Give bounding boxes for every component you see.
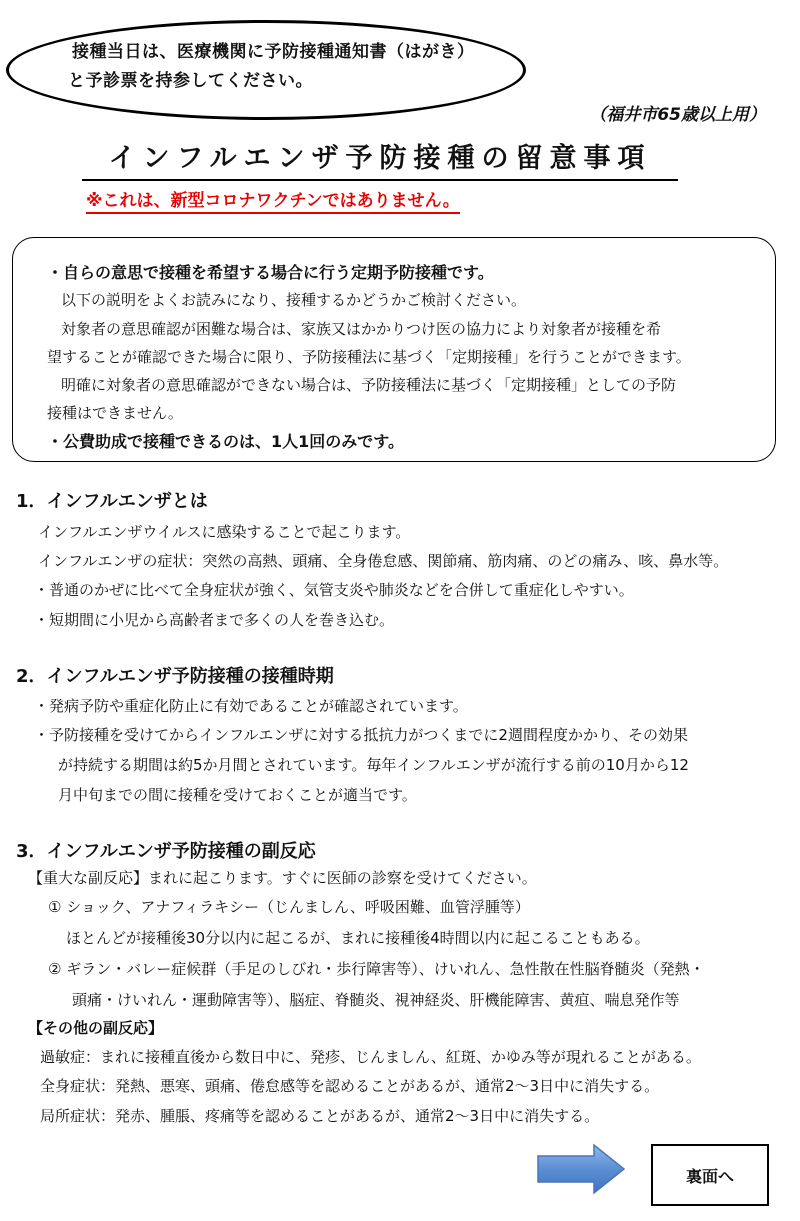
section2-line: 月中旬までの間に接種を受けておくことが適当です。 bbox=[58, 786, 417, 804]
warning-text: ※これは、新型コロナワクチンではありません。 bbox=[86, 186, 460, 214]
notice-line: 望することが確認できた場合に限り、予防接種法に基づく「定期接種」を行うことができます。 bbox=[47, 348, 691, 366]
notice-line: 以下の説明をよくお読みになり、接種するかどうかご検討ください。 bbox=[61, 291, 527, 309]
arrow-right-icon bbox=[536, 1143, 626, 1199]
other-item: 全身症状：発熱、悪寒、頭痛、倦怠感等を認めることがあるが、通常2～3日中に消失する。 bbox=[40, 1077, 660, 1095]
scope-label: （福井市65歳以上用） bbox=[589, 105, 766, 125]
other-item: 局所症状：発赤、腫脹、疼痛等を認めることがあるが、通常2～3日中に消失する。 bbox=[40, 1107, 600, 1125]
section2-line: ・発病予防や重症化防止に有効であることが確認されています。 bbox=[34, 697, 468, 715]
reminder-line-1: 接種当日は、医療機関に予防接種通知書（はがき） bbox=[72, 42, 475, 62]
section2-line: ・予防接種を受けてからインフルエンザに対する抵抗力がつくまでに2週間程度かかり、その効果 bbox=[34, 726, 688, 744]
section2-title: 2．インフルエンザ予防接種の接種時期 bbox=[16, 666, 334, 687]
notice-line: 接種はできません。 bbox=[47, 404, 183, 422]
other-item: 過敏症：まれに接種直後から数日中に、発疹、じんましん、紅斑、かゆみ等が現れることがある。 bbox=[40, 1048, 701, 1066]
back-side-button[interactable]: 裏面へ bbox=[651, 1144, 769, 1206]
section1-title: 1．インフルエンザとは bbox=[16, 491, 208, 512]
section3-title: 3．インフルエンザ予防接種の副反応 bbox=[16, 841, 316, 862]
reminder-line-2: と予診票を持参してください。 bbox=[68, 71, 313, 91]
section1-line: インフルエンザの症状：突然の高熱、頭痛、全身倦怠感、関節痛、筋肉痛、のどの痛み、咳、鼻水等。 bbox=[38, 552, 729, 570]
section1-line: インフルエンザウイルスに感染することで起こります。 bbox=[38, 523, 411, 541]
serious-item: ② ギラン・バレー症候群（手足のしびれ・歩行障害等）、けいれん、急性散在性脳脊髄炎（発熱・ bbox=[48, 960, 705, 978]
notice-box bbox=[12, 237, 776, 462]
serious-item: ほとんどが接種後30分以内に起こるが、まれに接種後4時間以内に起こることもある。 bbox=[66, 929, 650, 947]
notice-line: 明確に対象者の意思確認ができない場合は、予防接種法に基づく「定期接種」としての予防 bbox=[61, 376, 677, 394]
page-title: インフルエンザ予防接種の留意事項 bbox=[82, 136, 678, 181]
serious-heading: 【重大な副反応】まれに起こります。すぐに医師の診察を受けてください。 bbox=[28, 869, 537, 887]
notice-line: ・自らの意思で接種を希望する場合に行う定期予防接種です。 bbox=[47, 263, 494, 282]
section1-line: ・普通のかぜに比べて全身症状が強く、気管支炎や肺炎などを合併して重症化しやすい。 bbox=[34, 581, 634, 599]
serious-item: 頭痛・けいれん・運動障害等）、脳症、脊髄炎、視神経炎、肝機能障害、黄疸、喘息発作等 bbox=[72, 991, 680, 1009]
notice-line: ・公費助成で接種できるのは、1人1回のみです。 bbox=[47, 432, 404, 451]
notice-line: 対象者の意思確認が困難な場合は、家族又はかかりつけ医の協力により対象者が接種を希 bbox=[61, 320, 662, 338]
other-heading: 【その他の副反応】 bbox=[28, 1019, 164, 1037]
serious-item: ① ショック、アナフィラキシー（じんましん、呼吸困難、血管浮腫等） bbox=[48, 898, 530, 916]
section1-line: ・短期間に小児から高齢者まで多くの人を巻き込む。 bbox=[34, 611, 395, 629]
section2-line: が持続する期間は約5か月間とされています。毎年インフルエンザが流行する前の10月から12 bbox=[58, 756, 689, 774]
